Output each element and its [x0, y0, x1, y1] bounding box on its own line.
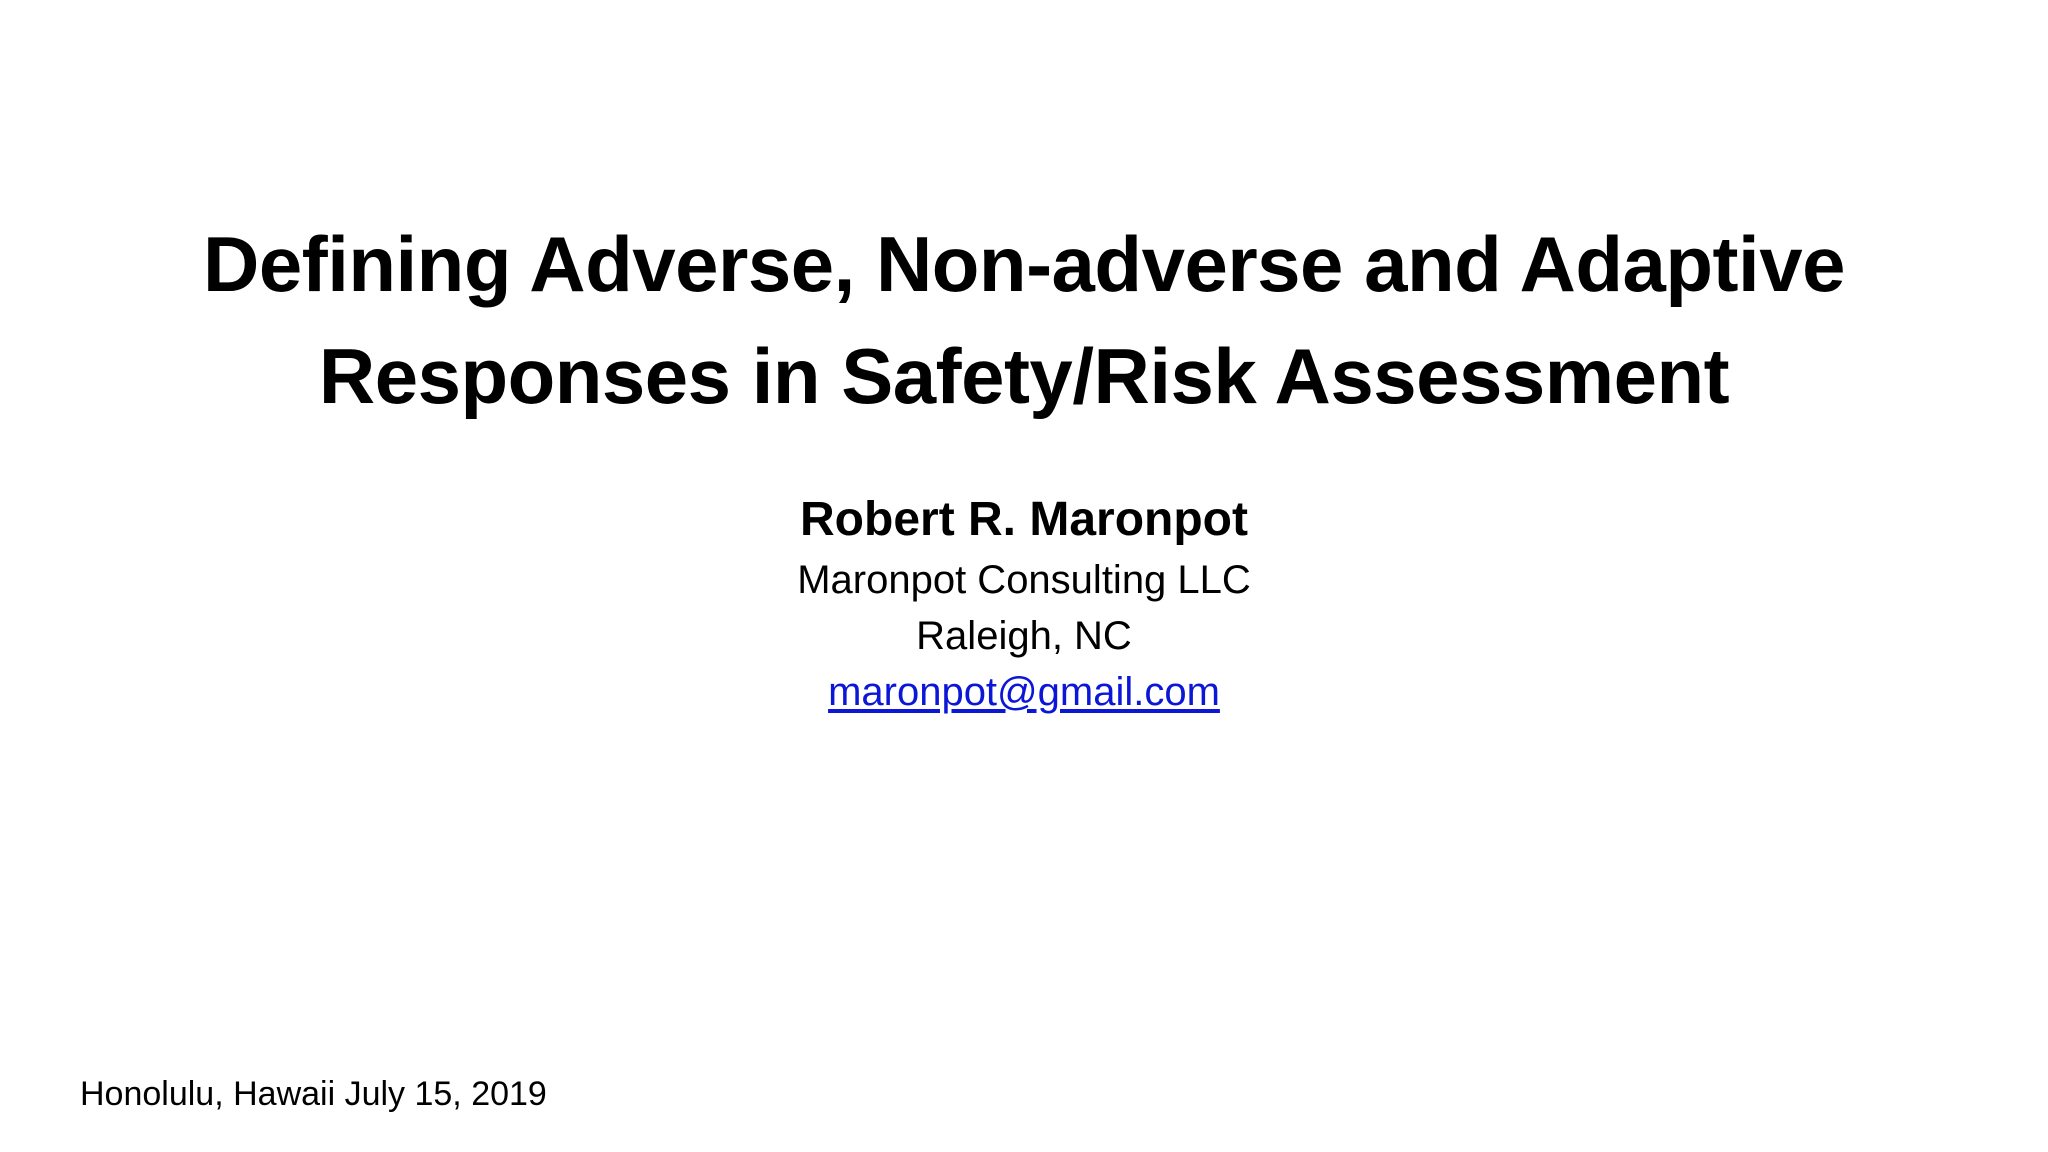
slide-title: [0, 208, 2048, 432]
author-email-link[interactable]: maronpot@gmail.com: [828, 670, 1220, 714]
title-line-1: Defining Adverse, Non-adverse and Adaptive: [203, 220, 1845, 308]
footer-location-date: Honolulu, Hawaii July 15, 2019: [80, 1075, 547, 1113]
author-name: Robert R. Maronpot: [800, 493, 1248, 546]
author-block: [0, 488, 2048, 720]
title-line-2: Responses in Safety/Risk Assessment: [318, 332, 1730, 420]
author-organization: Maronpot Consulting LLC: [797, 558, 1251, 602]
author-location: Raleigh, NC: [916, 614, 1132, 658]
author-email-line: [0, 664, 2048, 720]
